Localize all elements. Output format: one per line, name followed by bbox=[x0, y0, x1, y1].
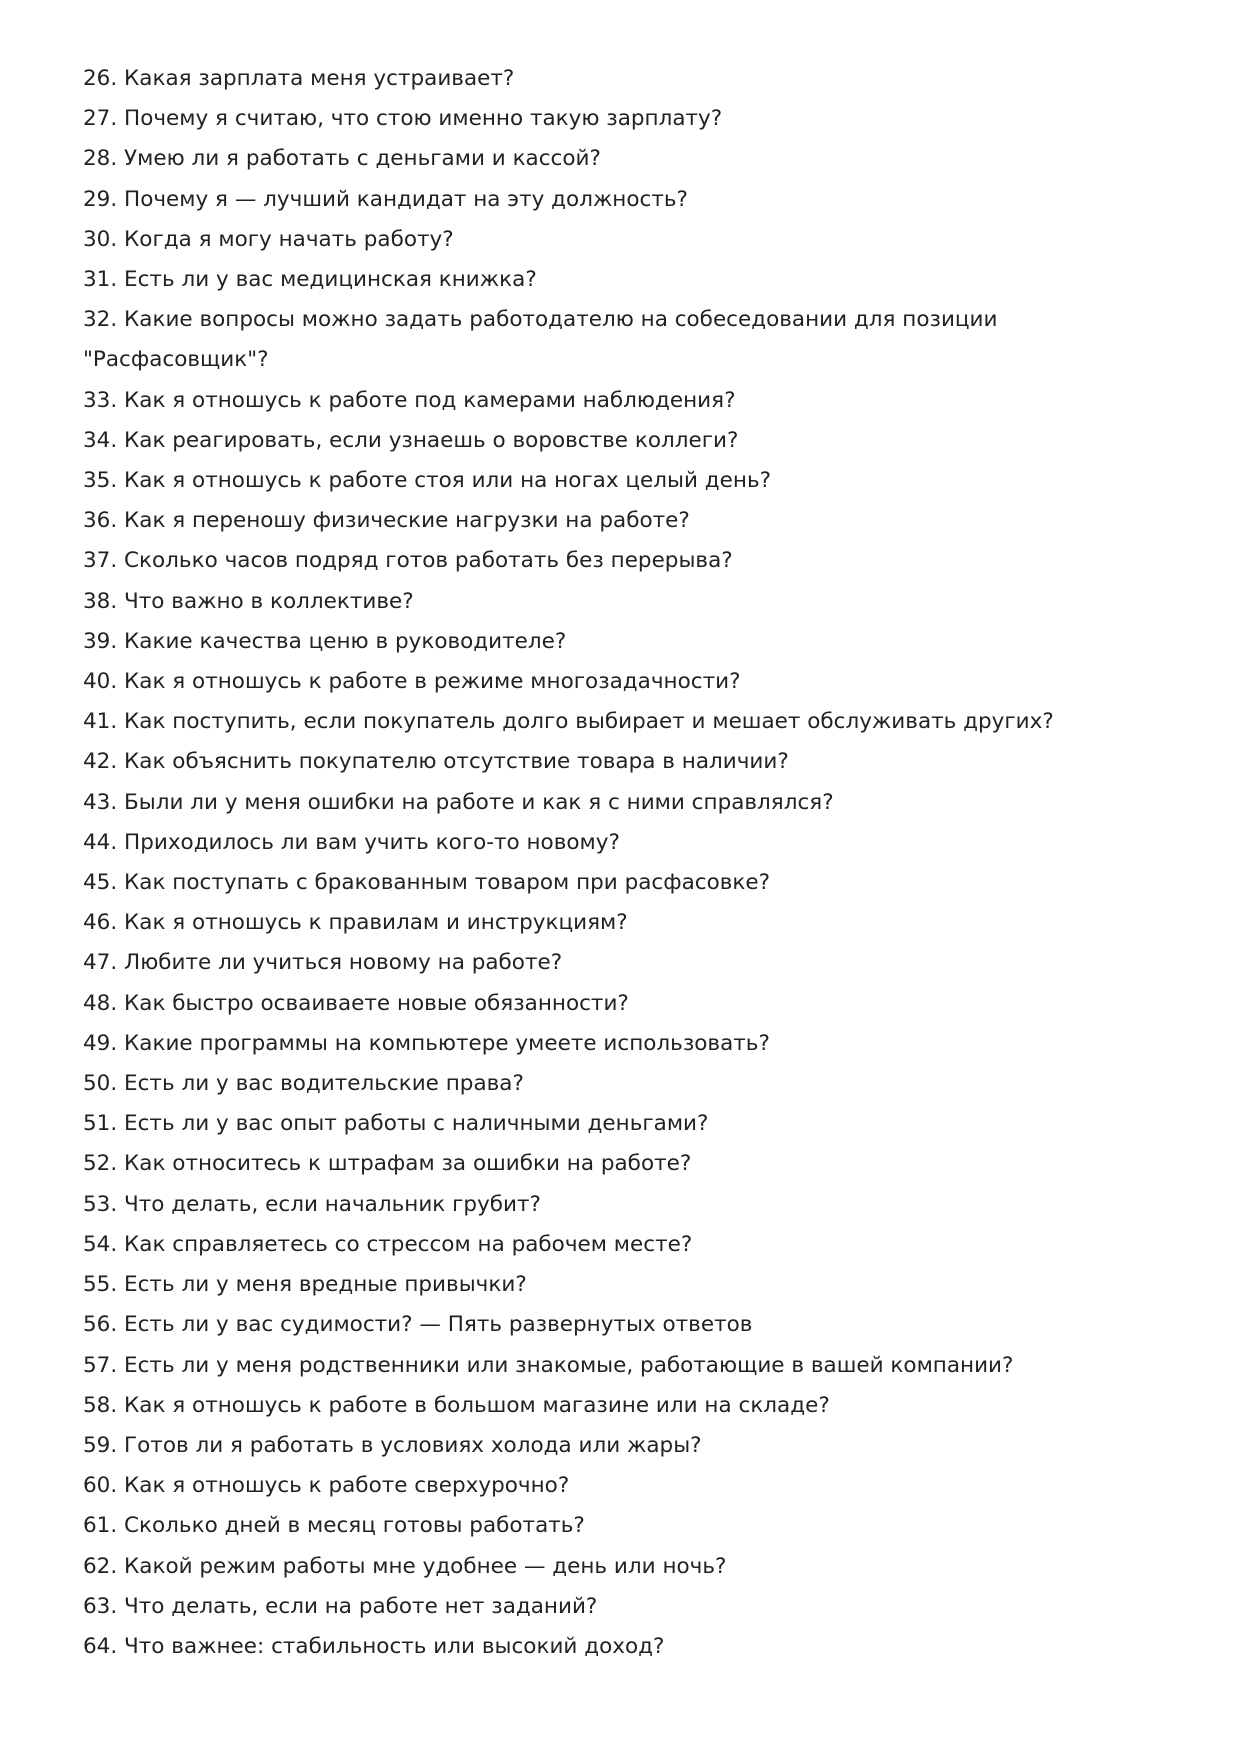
question-item: 46. Как я отношусь к правилам и инструкциям? bbox=[83, 910, 628, 936]
question-item: 62. Какой режим работы мне удобнее — день или ночь? bbox=[83, 1553, 727, 1579]
question-item: 30. Когда я могу начать работу? bbox=[83, 226, 454, 252]
question-item: 43. Были ли у меня ошибки на работе и как я с ними справлялся? bbox=[83, 789, 834, 815]
question-item: 34. Как реагировать, если узнаешь о воровстве коллеги? bbox=[83, 427, 739, 453]
question-item: 27. Почему я считаю, что стою именно такую зарплату? bbox=[83, 106, 723, 132]
question-item: 52. Как относитесь к штрафам за ошибки на работе? bbox=[83, 1151, 692, 1177]
question-item: 63. Что делать, если на работе нет заданий? bbox=[83, 1593, 598, 1619]
question-item: 60. Как я отношусь к работе сверхурочно? bbox=[83, 1473, 570, 1499]
question-item: 37. Сколько часов подряд готов работать без перерыва? bbox=[83, 548, 733, 574]
question-item: 33. Как я отношусь к работе под камерами наблюдения? bbox=[83, 387, 736, 413]
question-item: 35. Как я отношусь к работе стоя или на ногах целый день? bbox=[83, 468, 772, 494]
question-item: 54. Как справляетесь со стрессом на рабочем месте? bbox=[83, 1231, 693, 1257]
question-item: 48. Как быстро осваиваете новые обязанности? bbox=[83, 990, 629, 1016]
question-item: 28. Умею ли я работать с деньгами и кассой? bbox=[83, 146, 601, 172]
question-item: 47. Любите ли учиться новому на работе? bbox=[83, 950, 563, 976]
question-item: 32. Какие вопросы можно задать работодателю на собеседовании для позиции "Расфасовщик"? bbox=[83, 307, 998, 373]
question-item: 36. Как я переношу физические нагрузки на работе? bbox=[83, 508, 690, 534]
question-item: 51. Есть ли у вас опыт работы с наличными деньгами? bbox=[83, 1111, 709, 1137]
question-item: 29. Почему я — лучший кандидат на эту должность? bbox=[83, 186, 688, 212]
question-item: 31. Есть ли у вас медицинская книжка? bbox=[83, 267, 537, 293]
question-item: 39. Какие качества ценю в руководителе? bbox=[83, 628, 567, 654]
question-item: 55. Есть ли у меня вредные привычки? bbox=[83, 1272, 527, 1298]
question-item: 58. Как я отношусь к работе в большом магазине или на складе? bbox=[83, 1392, 830, 1418]
question-item: 56. Есть ли у вас судимости? — Пять развернутых ответов bbox=[83, 1312, 753, 1338]
question-item: 53. Что делать, если начальник грубит? bbox=[83, 1191, 541, 1217]
question-item: 40. Как я отношусь к работе в режиме многозадачности? bbox=[83, 669, 741, 695]
question-item: 26. Какая зарплата меня устраивает? bbox=[83, 66, 515, 91]
question-item: 41. Как поступить, если покупатель долго выбирает и мешает обслуживать других? bbox=[83, 709, 1054, 735]
question-item: 50. Есть ли у вас водительские права? bbox=[83, 1071, 524, 1097]
question-item: 38. Что важно в коллективе? bbox=[83, 588, 414, 614]
question-item: 45. Как поступать с бракованным товаром при расфасовке? bbox=[83, 870, 771, 896]
question-item: 61. Сколько дней в месяц готовы работать? bbox=[83, 1513, 585, 1539]
question-item: 44. Приходилось ли вам учить кого-то новому? bbox=[83, 829, 620, 855]
question-item: 42. Как объяснить покупателю отсутствие товара в наличии? bbox=[83, 749, 789, 775]
question-list bbox=[83, 59, 1183, 1667]
question-item: 59. Готов ли я работать в условиях холода или жары? bbox=[83, 1432, 702, 1458]
question-item: 49. Какие программы на компьютере умеете использовать? bbox=[83, 1030, 770, 1056]
question-item: 57. Есть ли у меня родственники или знакомые, работающие в вашей компании? bbox=[83, 1352, 1014, 1378]
question-item: 64. Что важнее: стабильность или высокий доход? bbox=[83, 1633, 665, 1659]
